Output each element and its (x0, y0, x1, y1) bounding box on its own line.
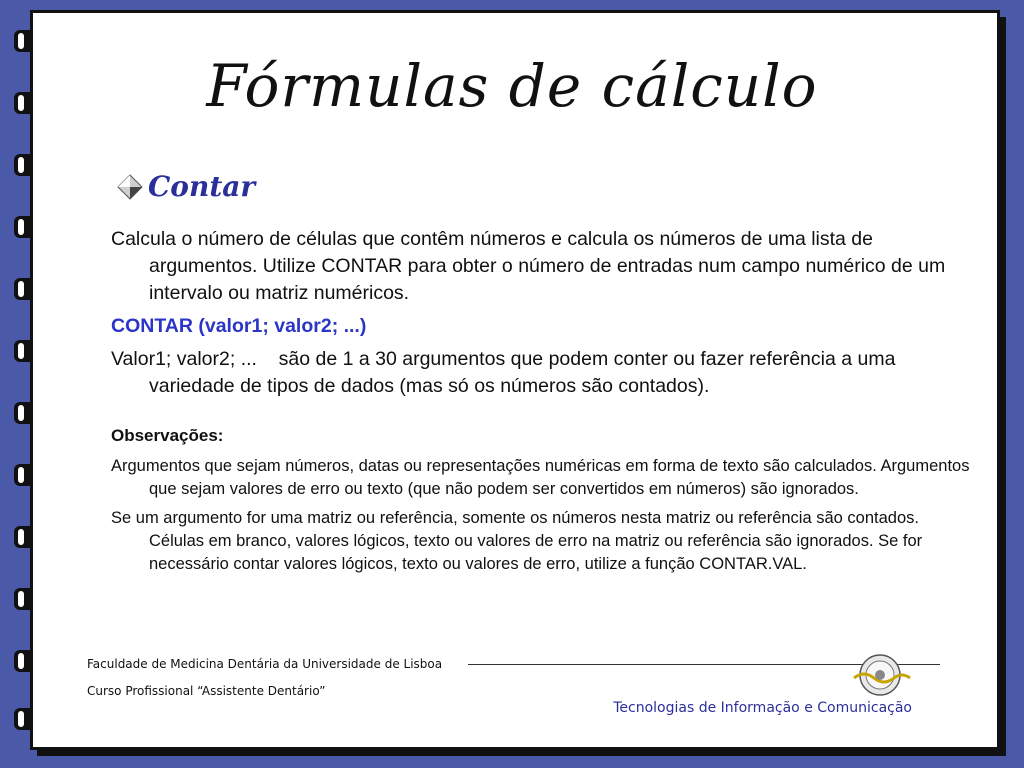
footer-institution: Faculdade de Medicina Dentária da Universidade de Lisboa (87, 657, 443, 671)
slide-body (111, 226, 971, 582)
slide-title: Fórmulas de cálculo (206, 52, 818, 120)
description-paragraph: Calcula o número de células que contêm números e calcula os números de uma lista de argumentos. Utilize CONTAR para obter o número de entradas num campo numérico de um intervalo ou matriz numéricos. (111, 228, 946, 304)
syntax-line: CONTAR (valor1; valor2; ...) (111, 315, 367, 337)
university-seal-icon (852, 650, 912, 700)
arguments-paragraph: Valor1; valor2; ... são de 1 a 30 argumentos que podem conter ou fazer referência a uma variedade de tipos de dados (mas só os números são contados). (111, 348, 901, 397)
footer-course: Curso Profissional “Assistente Dentário” (87, 684, 326, 698)
subheading: Contar (148, 170, 256, 203)
diamond-bullet-icon (116, 173, 144, 201)
observation-item: Se um argumento for uma matriz ou referência, somente os números nesta matriz ou referência são contados. Células em branco, valores lógicos, texto ou valores de erro na matriz ou referência são ignorados. Se for necessário contar valores lógicos, texto ou valores de erro, utilize a função CONTAR.VAL. (111, 509, 923, 573)
observations-title: Observações: (111, 426, 224, 445)
footer-subject: Tecnologias de Informação e Comunicação (613, 700, 912, 716)
observation-item: Argumentos que sejam números, datas ou representações numéricas em forma de texto são calculados. Argumentos que sejam valores de erro ou texto (que não podem ser convertidos em números) são ignorados. (111, 457, 970, 498)
subheading-row (116, 170, 255, 203)
